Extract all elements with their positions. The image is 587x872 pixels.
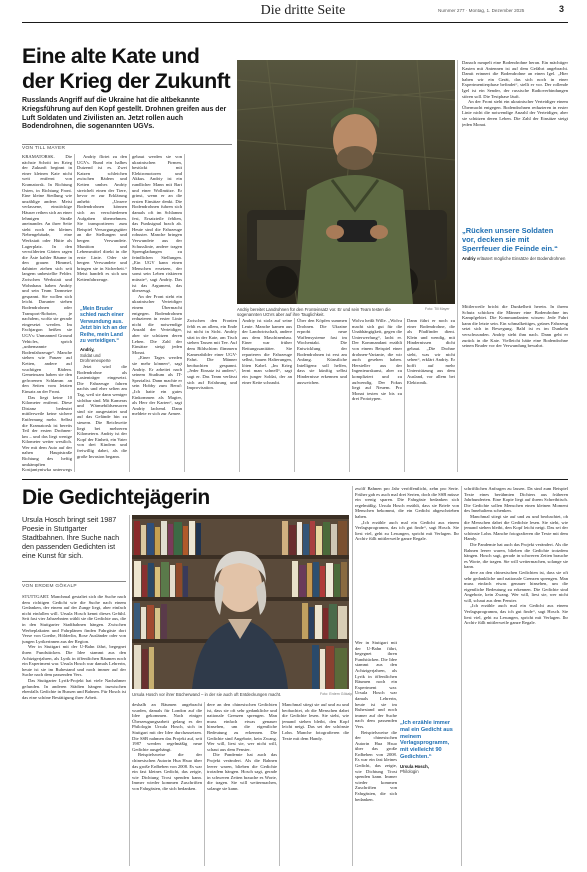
photo1-credit: Foto: Till Mayer <box>425 307 450 311</box>
article2-column-2 <box>132 702 202 866</box>
column-divider <box>204 702 205 866</box>
photo2-caption: Ursula Hosch vor ihrer Bücherwand – in der sie auch oft Entdeckungen macht. <box>132 692 282 697</box>
article1-column-4c <box>297 318 347 472</box>
issue-info: Nummer 277 · Montag, 1. Dezember 2025 <box>438 8 525 13</box>
article1-column-4d <box>352 318 402 472</box>
article1-column-4b <box>242 318 292 472</box>
article2-headline: Die Gedichtejägerin <box>22 486 210 509</box>
page-number: 3 <box>559 4 565 14</box>
byline-rule <box>22 581 126 582</box>
column-divider <box>184 154 185 472</box>
paragraph: Zwischen den Fronten fehlt es an allem, ein Ende ist nicht in Sicht. Andriy sitzt in der Kate, am Tisch stehen Tassen mit Tee. Auf dem Bildschirm flimmern Kamerabilder einer UGV-Fahrt. Die Männer beobachten gespannt. „Jeder Einsatz ist anders“, sagt er. Das Team verlässt sich auf Erfahrung und Improvisation. <box>187 318 237 391</box>
paragraph: „Ich erzähle auch mal ein Gedicht aus einem Verlagsprogramm, das ich gut finde“, sagt Hosch. Sie liest viel, geht zu Lesungen, spricht mit Verlagen. Ihr Archiv füllt mittlerweile ganze Regale. <box>464 603 568 626</box>
paragraph: Die Pandemie hat auch das Projekt verändert. Als die Bahnen leerer waren, blieben die Gedichte trotzdem hängen. Hosch sagt, gerade in schweren Zeiten brauche es Worte, die tragen. Sie will weitermachen, solange sie kann. <box>207 752 277 791</box>
pull-quote-source <box>462 256 568 261</box>
paragraph: Manchmal stiegt sie auf und zu und beobachtet, ob die Menschen dabei die Gedichte lesen. Sie sieht, wie jemand stehen bleibt, den Kopf leicht neigt. Das sei der schönste Lohn. Manche fotografieren die Texte mit dem Handy. <box>464 513 568 542</box>
article1-column-2 <box>77 154 127 304</box>
paragraph: dere an den chinesischen Gedichten ist, dass sie oft sehr gedankliche und nationale Grenzen sprengen. Man muss einfach etwas genauer hinsehen, um die eigentliche Bedeutung zu erkennen. Die Gedichte sind Angebote, kein Zwang. Wer will, liest sie, wer nicht will, schaut aus dem Fenster. <box>464 569 568 603</box>
article1-column-5 <box>462 60 568 222</box>
column-divider <box>129 154 130 472</box>
paragraph: Beispielsweise die der chinesischen Autorin Hua Hsuo über das große Erdbeben von 2008. Es war ein fast kleines Gedicht, das zeigte, wie Dichtung Trost spenden kann. Immer wieder kommen Zuschriften von Fahrgästen, die sich bedanken. <box>132 752 202 791</box>
photo1-caption: Andriy bereitet Landrohnen für den Fronteinsatz vor. Er und sein Team testen die sogenannten UGVs aber auf ihre Tauglichkeit. <box>237 307 391 318</box>
column-divider <box>294 318 295 472</box>
header-rule <box>22 22 568 23</box>
article2-lead: Ursula Hosch bringt seit 1987 Poesie in Stuttgarter Stadtbahnen. Ihre Suche nach den passenden Gedichten ist eine Kunst für sich. <box>22 515 120 560</box>
column-divider <box>239 318 240 472</box>
section-rule <box>22 479 568 480</box>
paragraph: Manchmal stiegt sie auf und zu und beobachtet, ob die Menschen dabei die Gedichte lesen. Sie sieht, wie jemand stehen bleibt, den Kopf leicht neigt. Das sei der schönste Lohn. Manche fotografieren die Texte mit dem Handy. <box>282 702 349 741</box>
page-header <box>0 0 587 34</box>
paragraph: Beispielsweise die der chinesischen Autorin Hua Hsuo über das große Erdbeben von 2008. Es war ein fast kleines Gedicht, das zeigte, wie Dichtung Trost spenden kann. Immer wieder kommen Zuschriften von Fahrgästen, die sich bedanken. <box>355 729 397 802</box>
paragraph: STUTTGART. Manchmal gestaltet sich die Suche nach dem richtigen Gedicht wie die Suche nach einem Gedanken, der einem auf der Zunge liegt, aber einfach nicht einfallen will. Ursula Hosch kennt dieses Gefühl. Seit fast vier Jahrzehnten wählt sie die Gedichte aus, die in den Stuttgarter Stadtbahnen hängen. Zwischen Werbeplakaten und Fahrplänen finden Fahrgäste dort Verse von Goethe, Hölderlin, Rose Ausländer oder von jungen Lyrikerinnen aus der Region. <box>22 594 126 644</box>
headline-line-2: der Krieg der Zukunft <box>22 69 231 93</box>
article1-column-5b <box>462 304 568 472</box>
article2-byline: VON ERDEM GÖKALP <box>22 584 77 589</box>
pull-quote-source <box>80 347 128 363</box>
pull-quote-role: Soldat und Drohnenexperte <box>80 352 111 363</box>
article2-column-1 <box>22 594 126 866</box>
pull-quote-name: Ursula Hosch, <box>400 763 429 769</box>
pull-quote-text: „Ich erzähle immer mal ein Gedicht aus meinem Verlagsprogramm, mit vielleicht 90 Gedichten.“ <box>400 720 453 760</box>
article1-column-4 <box>187 318 237 472</box>
paragraph: „Ich erzähle auch mal ein Gedicht aus einem Verlagsprogramm, das ich gut finde“, sagt Hosch. Sie liest viel, geht zu Lesungen, spricht mit Verlagen. Ihr Archiv füllt mittlerweile ganze Regale. <box>355 519 459 542</box>
paragraph: zwölf Bahnen pro Jahr veröffentlicht, zehn pro Serie. Früher gab es auch mal drei Serien, doch die SSB müsse ein wenig sparen. Die Fahrgäste bedanken sich regelmäßig. Ursula Hosch erzählt, dass sie Briefe von Menschen bekommt, die ein Gedicht abgeschrieben haben. <box>355 486 459 519</box>
column-divider <box>349 318 350 472</box>
pull-quote-text: „Mein Bruder schied nach einer Verwundung aus. Jetzt bin ich an der Reihe, mein Land zu verteidigen.“ <box>80 306 127 345</box>
article1-column-3 <box>132 154 182 472</box>
column-divider <box>461 486 462 866</box>
pull-quote-text: „Rücken unsere Soldaten vor, decken sie mit Sperrfeuer die Feinde ein.“ <box>462 226 558 253</box>
soldier-photo <box>237 60 455 304</box>
paragraph: schriftlichen Anfragen zu lassen. Da sind zum Beispiel Texte eines berühmten Dichters aus früheren Jahrhunderten. Eine Kopie liegt auf ihrem Schreibtisch. Die Gedichte sollen Menschen einen kleinen Moment des Innehaltens schenken. <box>464 486 568 514</box>
pull-quote-role: Philologin <box>400 768 419 774</box>
paragraph: Andriy flirtet zu den UGVs. Rund ein halbes Dutzend ist es. Zwei Katzen schleichen zwischen Rädern und Ketten umher. Andriy streichelt einen der Tiere, bevor er zur Erklärung anhebt: „Unsere Bodendrohnen können sich an verschiedenen Aufgaben übernehmen. Sie transportieren zum Beispiel Versorgungsgüter an die Stellungen und bergen Verwundete. Munition und Lebensmittel direkt in die erste Linie. Oder sie bergen Verwundete und bringen sie in Sicherheit.“ Meist handelt es sich um Kettenfahrzeuge. <box>77 154 127 283</box>
paragraph: Dann führt er noch zu einer Bodendrohne, die als Pfadfinder dient. Klein und wendig, mit Hindernissen dicht gebaut. „Die Drohne sieht, was wir nicht sehen“, erklärt Andriy. Er hofft auf mehr Unterstützung aus dem Ausland, vor allem bei Elektronik. <box>407 318 455 385</box>
article1-lead: Russlands Angriff auf die Ukraine hat die altbekannte Kriegsführung auf den Kopf gestellt. Drohnen greifen aus der Luft Soldaten und Zivilisten an. Jetzt rollen auch Bodendrohnen, die sogenannten UGVs. <box>22 97 227 131</box>
paragraph: deshalb an Bäumen angebracht wurden, damals für London auf die Idee gekommen. Nach einiger Überzeugungsarbeit gelang es der Philologin Ursula Hosch, sich in Stuttgart mit der Idee durchzusetzen. Die SSB nahmen das Projekt auf, seit 1987 werden regelmäßig neue Gedichte ausgehängt. <box>132 702 202 752</box>
paragraph: dere an den chinesischen Gedichten ist, dass sie oft sehr gedankliche und nationale Grenzen sprengen. Man muss einfach etwas genauer hinsehen, um die eigentliche Bedeutung zu erkennen. Die Gedichte sind Angebote, kein Zwang. Wer will, liest sie, wer nicht will, schaut aus dem Fenster. <box>207 702 277 752</box>
byline-rule <box>22 144 232 145</box>
photo-soldier-ugv <box>237 60 455 304</box>
paragraph: Mittlerweile bricht die Dunkelheit herein. In ihrem Schutz schicken die Männer eine Bodendrohne ins Kampfgebiet. Die Kommandanten wissen: Jede Fahrt kann die letzte sein. Ein schmalkettiges, grünes Fahrzeug setzt sich in Bewegung. Bald ist es im Dunkeln verschwunden. Andriy sieht ihm nach. Dann geht er zurück in die Kate. Vielleicht hätte eine Bodendrohne seinen Bruder vor der Verwundung bewahrt. <box>462 304 568 349</box>
paragraph: Wer in Stuttgart mit der U-Bahn fährt, begegnet ihren Fundstücken. Die Idee stammt aus den Achtzigerjahren, als Lyrik in öffentlichen Räumen noch ein Experiment war. Ursula Hosch war damals Lehrerin, heute ist sie im Ruhestand und noch immer auf der Suche nach dem passenden Vers. <box>355 640 397 729</box>
article2-column-5 <box>464 486 568 866</box>
article1-headline <box>22 44 237 94</box>
paragraph: „Einer Tages werden sie mehr können“, sagt Andriy. Er arbeitet nach seinem Studium als IT-Spezialist. Dann machte er sein Hobby zum Beruf: „Ich hatte ein gutes Einkommen als Magier, als Herr der Karten“, sagt Andriy lachend. Dann meldete er sich zur Armee. <box>132 355 182 417</box>
paragraph: Andriy ist stolz auf seine Leute. Manche kamen aus der Landwirtschaft, andere aus dem Maschinenbau. Einer war früher Rettungssanitäter. Sie reparieren die Fahrzeuge selbst, bauen Halterungen, löten Kabel. „Im Krieg lernt man schnell“, sagt ein junger Soldat, der an einer Kette schraubt. <box>242 318 292 385</box>
pull-quote-source <box>400 764 458 774</box>
article2-column-4 <box>355 486 459 636</box>
paragraph: gebaut werden sie von ukrainischen Firmen, bestückt mit Elektromotoren und Akkus. Andriy ist ein rundlicher Mann mit Bart und einer Wollmütze. Er grinst, wenn er an die ersten Einsätze denkt. Die Bodendrohnen fuhren sich damals oft im Schlamm fest, Ersatzteile fehlten, das Funksignal brach ab. Heute sind die Fahrzeuge robuster. Manche bringen Verwundete aus der Schusslinie, andere tragen Sprengladungen zu feindlichen Stellungen. „Ein UGV kann einen Menschen ersetzen, der sonst sein Leben riskieren müsste“, sagt Andriy. Das ist das Argument, das überzeugt. <box>132 154 182 294</box>
pull-quote <box>462 226 568 261</box>
article2-column-4b <box>355 640 397 866</box>
paragraph: Danach rumpelt eine Bodendrohne heran. Ein mächtiger Kasten mit Antennen ist auf dem Gefährt angebracht. Damit erinnert die Bodendrohne an einen Igel. „Hier haben wir ein Gerät, das sich noch in einer Experimentierphase befindet“, stellt er vor. Der rollende Igel ist ein Sender, der russische Radioverbindungen stören soll. Die Testphase läuft. <box>462 60 568 99</box>
article2-column-3 <box>207 702 277 866</box>
paragraph: Wolva heißt Wille. „Wolva macht sich gut für die Unabhängigkeit, gegen die Unterwerfung“, lacht er. Der Kommandant erzählt von einem Beispiel einer drohnen-Variante, die wir auch gesehen haben. Hersteller aus der Ingenieurskunst, aber zu kompliziert und zu aufwendig. Der Fokus liegt auf Neuem. Pro Monat testen sie bis zu drei Prototypen. <box>352 318 402 402</box>
column-divider <box>457 60 458 472</box>
paragraph: Die Pandemie hat auch das Projekt verändert. Als die Bahnen leerer waren, blieben die Gedichte trotzdem hängen. Hosch sagt, gerade in schweren Zeiten brauche es Worte, die tragen. Sie will weitermachen, solange sie kann. <box>464 541 568 570</box>
article1-column-4e <box>407 318 455 472</box>
paragraph: An der Front steht ein ukrainischer Verteidiger einem Übermacht entgegen. Bodendrohnen reduzieren in erster Linie nicht die notwendige Anzahl der Verteidiger, aber sie schützen deren Leben. Die Zahl der Einsätze steigt jeden Monat. <box>462 99 568 127</box>
pull-quote <box>400 720 458 774</box>
article1-column-2b <box>77 364 127 472</box>
column-divider <box>279 702 280 866</box>
paragraph: Das Stuttgarter Lyrik-Projekt hat viele Nachahmer gefunden. In anderen Städten hängen inzwischen ebenfalls Gedichte in Bussen und Bahnen. Für Hosch ist das eine schöne Bestätigung ihrer Arbeit. <box>22 677 126 700</box>
photo2-credit: Foto: Erdem Gökalp <box>320 692 353 696</box>
pull-quote <box>80 306 128 363</box>
article2-column-3b <box>282 702 349 866</box>
photo-bookshelf <box>132 515 349 689</box>
pull-quote-name: Andriy <box>462 256 476 261</box>
section-title: Die dritte Seite <box>260 3 346 18</box>
bookshelf-photo <box>132 515 349 689</box>
pull-quote-role: erläutert mögliche Einsätze der Bodendrohnen <box>476 256 566 261</box>
paragraph: Über den Köpfen summen Drohnen. Die Ukraine erprobt neue Waffensysteme fast im Wochentakt. Die Entwicklung der Bodendrohnen ist erst am Anfang. Künstliche Intelligenz soll helfen, dass sie künftig selbst Hindernisse erkennen und ausweichen. <box>297 318 347 385</box>
pull-quote-name: Andriy, <box>80 347 95 353</box>
article1-byline: VON TILL MAYER <box>22 146 66 151</box>
paragraph: KRAMATORSK. Die nächste Schritt im Krieg der Zukunft beginnt in einer kleinen Kate nicht weit entfernt von Kramatorsk. In Richtung Osten, in Richtung Front. Eine kleine Siedlung wie unzählige andere. Meist verlassene, einstöckige Häuser reihen sich an einer lehmigen Straße aneinander. An ihrer Seite steht noch ein kleines Nebengebäude, eine Werkstatt oder Hütte als Lagerplatz. In den verwilderten Gärten ragen die Äste kahler Bäume in den grauen Himmel, dahinter ziehen sich seit langem unbestellte Felder. Zwischen Werkstatt und Wohnhaus haben Andriy und sein Team Tarnnetze gespannt. Sie wollen sich leicht. Darunter stehen Bodendrohnen oder Transport-Roboter, je nachdem, wofür sie gerade eingesetzt werden. Im Fachjargon heißen sie UGVs: Unmanned Ground Vehicles, sprich „unbemannte Bodenfahrzeuge“. Manche stehen wie Panzer auf Ketten, andere auf wuchtigen Rädern. Gemeinsam haben sie den gefrorenen Schlamm an den Seiten vom letzten Einsatz an der Front. <box>22 154 72 394</box>
column-divider <box>404 318 405 472</box>
article1-column-1 <box>22 154 72 472</box>
column-divider <box>74 154 75 472</box>
column-divider <box>129 515 130 866</box>
paragraph: Jetzt wird die Bodendrohne als Lastenträger eingesetzt. Die Fahrzeuge fahren nachts und eher selten am Tag, weil sie dann weniger sichtbar sind. Mit Kameras und Wärmebildsensoren sind sie ausgestattet und auf das Gelände hin zu steuern. Die Reichweite liegt bei mehreren Kilometern. Andriy ist der Kopf der Einheit, ein Vater von drei Kindern und freiwillig dabei, als die große Invasion begann. <box>77 364 127 459</box>
paragraph: Wer in Stuttgart mit der U-Bahn fährt, begegnet ihren Fundstücken. Die Idee stammt aus den Achtzigerjahren, als Lyrik in öffentlichen Räumen noch ein Experiment war. Ursula Hosch war damals Lehrerin, heute ist sie im Ruhestand und noch immer auf der Suche nach dem passenden Vers. <box>22 644 126 678</box>
paragraph: An der Front steht ein ukrainischer Verteidiger einem Übermacht entgegen. Bodendrohnen reduzieren in erster Linie nicht die notwendige Anzahl der Verteidiger, aber sie schützen deren Leben. Die Zahl der Einsätze steigt jeden Monat. <box>132 293 182 355</box>
column-divider <box>352 486 353 866</box>
paragraph: Das liegt keine 10 Kilometer entfernt. Diese Distanz bedeutet mittlerweile keine sichere Entfernung mehr. Selbst die Kramatorsk ist bereits Teil der ersten Drohnen-km – und das liegt wenige Kilometer weiter westlich. Wer mit dem Auto auf der nahen Hauptstraße Richtung des heftig umkämpften Kostjantyniwka unterwegs <box>22 394 72 472</box>
headline-line-1: Eine alte Kate und <box>22 44 200 68</box>
